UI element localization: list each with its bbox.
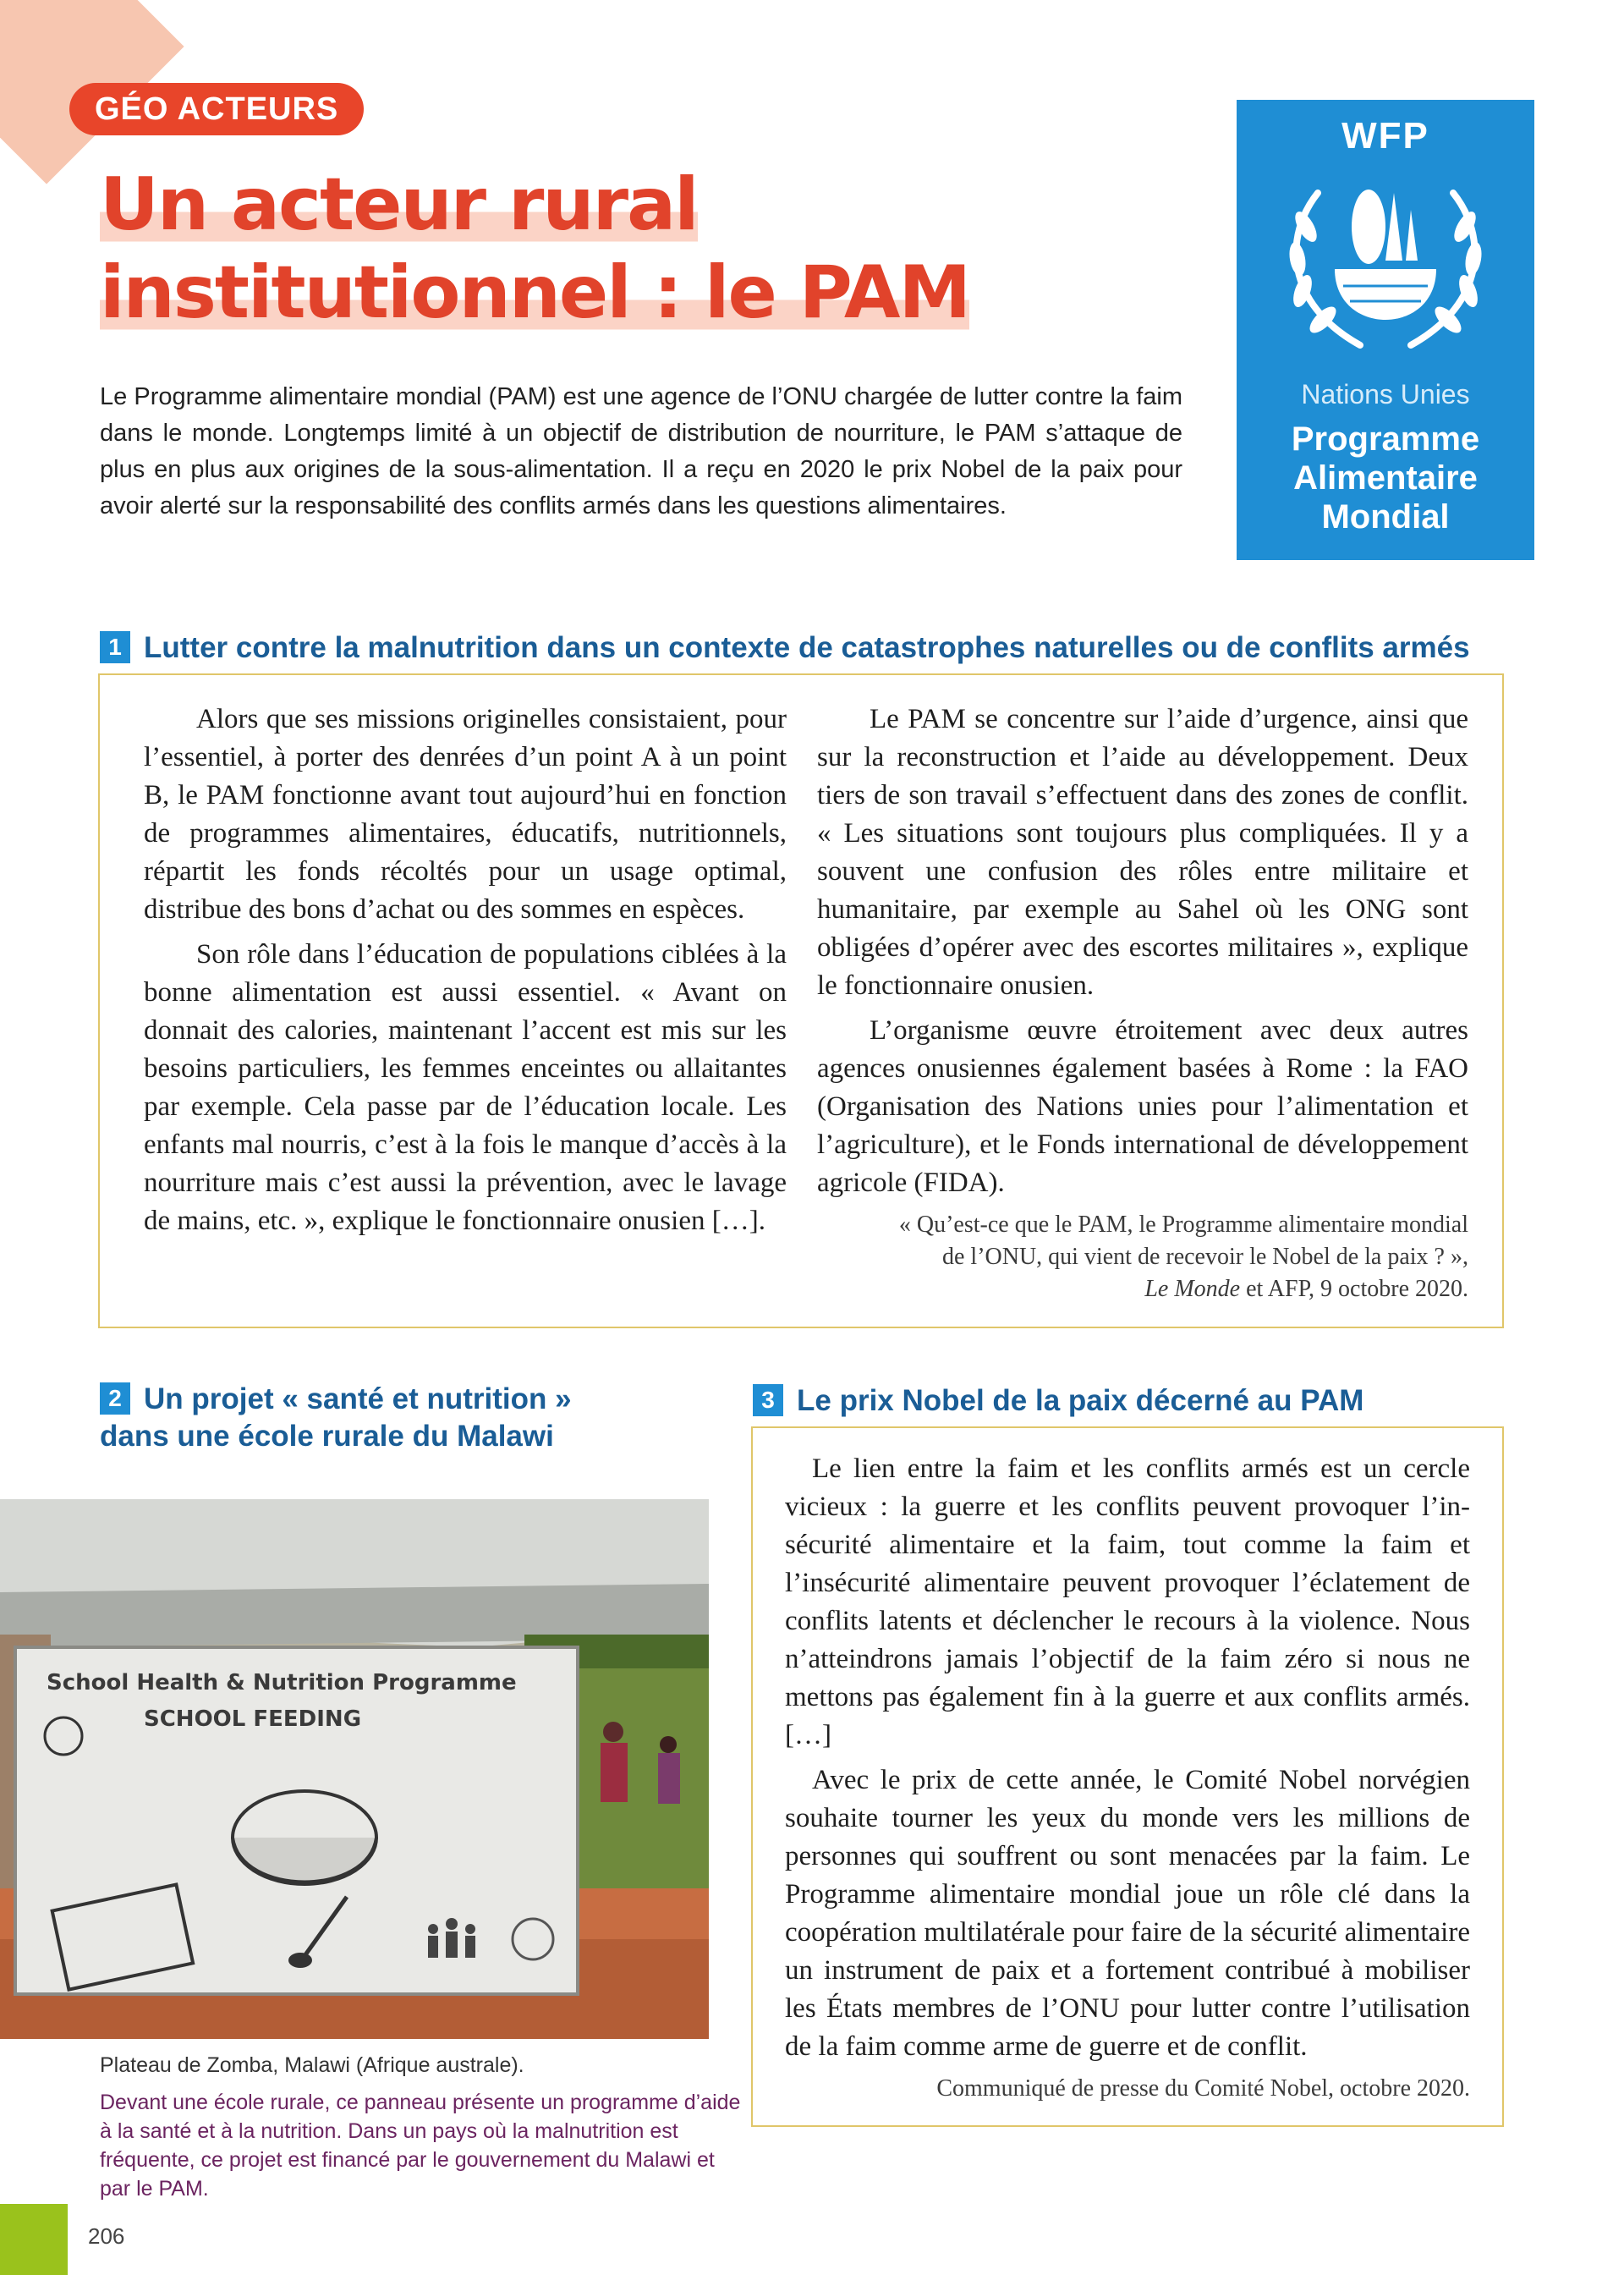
doc2-title-line-2: dans une école rurale du Malawi (100, 1420, 554, 1453)
sign-text-2: SCHOOL FEEDING (144, 1706, 362, 1732)
section-tag: GÉO ACTEURS (69, 83, 364, 135)
doc1-number: 1 (100, 631, 130, 663)
logo-line-3: Mondial (1321, 498, 1450, 536)
title-line-1: Un acteur rural (100, 162, 698, 247)
doc1-source-line-2: de l’ONU, qui vient de recevoir le Nobel de la paix ? », (941, 1244, 1468, 1270)
wfp-logo (1237, 100, 1534, 560)
intro-text: Le Programme alimentaire mondial (PAM) est une agence de l’ONU chargée de lutter contre la faim dans le monde. Longtemps limité à un objectif de distribution de nourriture, le PAM s’attaque de plus en plus aux origines de la sous-alimentation. Il a reçu en 2020 le prix Nobel de la paix pour avoir alerté sur la responsabilité des conflits armés dans les questions alimentaires. (100, 383, 1182, 519)
doc3-number: 3 (753, 1384, 783, 1416)
doc1-paragraph-3: Le PAM se concentre sur l’aide d’urgence, ainsi que sur la reconstruction et l’aide au développement. Deux tiers de son travail s’effectuent dans des zones de conflit. « Les situations sont toujours plus compliquées. Il y a souvent une confusion des rôles entre militaire et humanitaire, par exemple au Sahel où les ONG sont obligées d’opérer avec des escortes militaires », explique le fonctionnaire onusien. (817, 704, 1468, 1001)
doc2-caption-description: Devant une école rurale, ce panneau présente un programme d’aide à la santé et à la nutrition. Dans un pays où la malnutrition est fréquente, ce projet est financé par le gouvernement du Malawi et par le PAM. (100, 2091, 741, 2201)
doc3-title: Le prix Nobel de la paix décerné au PAM (797, 1384, 1364, 1417)
doc2-title-line-1: Un projet « santé et nutrition » (144, 1382, 572, 1415)
page-title (100, 161, 970, 337)
doc1-title: Lutter contre la malnutrition dans un contexte de catastrophes naturelles ou de conflits armés (144, 631, 1470, 664)
photo-scene (0, 1499, 709, 2039)
doc3-box (751, 1426, 1504, 2127)
school-feeding-photo (0, 1499, 709, 2039)
logo-nations-unies: Nations Unies (1301, 379, 1470, 409)
doc3-source: Communiqué de presse du Comité Nobel, octobre 2020. (936, 2075, 1470, 2102)
footer-color-bar (0, 2204, 68, 2275)
doc1-source-journal: Le Monde (1144, 1276, 1241, 1302)
doc1-column-right (817, 701, 1468, 1305)
doc1-paragraph-2: Son rôle dans l’éducation de populations ciblées à la bonne alimentation est aussi essentiel. « Avant on donnait des calories, maintenant l’accent est mis sur les besoins particuliers, les femmes enceintes ou allaitantes par exemple. Cela passe par de l’éducation locale. Les enfants mal nourris, c’est à la fois le manque d’accès à la nourriture mais c’est aussi la prévention, avec le lavage de mains, etc. », explique le fonctionnaire onusien […]. (144, 939, 787, 1236)
doc1-paragraph-1: Alors que ses missions originelles consistaient, pour l’essentiel, à porter des denrées d’un point A à un point B, le PAM fonctionne avant tout aujourd’hui en fonction de programmes alimentaires, éducatifs, nutritionnels, répartit les fonds récoltés pour un usage optimal, distribue des bons d’achat ou des sommes en espèces. (144, 704, 787, 925)
doc1-heading (100, 629, 1538, 667)
sign-text-1: School Health & Nutrition Programme (47, 1670, 517, 1695)
logo-programme-name (1237, 420, 1534, 536)
logo-line-1: Programme (1291, 420, 1480, 458)
doc1-source-line-3 (817, 1273, 1468, 1305)
doc1-source-line-1: « Qu’est-ce que le PAM, le Programme alimentaire mondial (898, 1212, 1468, 1238)
doc1-column-left (144, 701, 787, 1247)
doc3-paragraph-1: Le lien entre la faim et les conflits armés est un cercle vicieux : la guerre et les conflits peuvent provoquer l’insécurité alimentaire et la faim, tout comme la faim et l’insécurité alimentaire peuvent provoquer l’éclatement de conflits latents et déclencher le recours à la violence. Nous n’atteindrons jamais l’objectif de la faim zéro si nous ne mettons pas également fin à la guerre et aux conflits armés. […] (785, 1453, 1470, 1750)
laurel-wheat-icon (1267, 168, 1504, 371)
logo-line-2: Alimentaire (1293, 459, 1478, 497)
doc1-source-end: et AFP, 9 octobre 2020. (1240, 1276, 1468, 1302)
doc2-caption-place: Plateau de Zomba, Malawi (Afrique australe). (100, 2053, 524, 2077)
title-line-2: institutionnel : le PAM (100, 250, 970, 335)
wfp-label: WFP (1341, 115, 1429, 157)
doc3-text (785, 1450, 1470, 2105)
doc1-box (98, 673, 1504, 1328)
doc1-source (817, 1209, 1468, 1305)
doc2-number: 2 (100, 1382, 130, 1415)
doc2-heading (100, 1381, 709, 1455)
doc3-paragraph-2: Avec le prix de cette année, le Comité Nobel norvégien souhaite tourner les yeux du monde vers les millions de personnes qui souffrent ou sont menacées par la faim. Le Programme alimentaire mondial joue un rôle clé dans la coopération multilatérale pour faire de la sécurité alimentaire un instrument de paix et a fortement contribué à mobiliser les États membres de l’ONU pour lutter contre l’utilisation de la faim comme arme de guerre et de conflit. (785, 1765, 1470, 2062)
doc3-heading (753, 1382, 1514, 1420)
page-number: 206 (88, 2223, 125, 2249)
doc1-paragraph-4: L’organisme œuvre étroitement avec deux autres agences onusiennes également basées à Rome : la FAO (Organisation des Nations unies pour l’alimentation et l’agriculture), et le Fonds international de développement agricole (FIDA). (817, 1015, 1468, 1198)
